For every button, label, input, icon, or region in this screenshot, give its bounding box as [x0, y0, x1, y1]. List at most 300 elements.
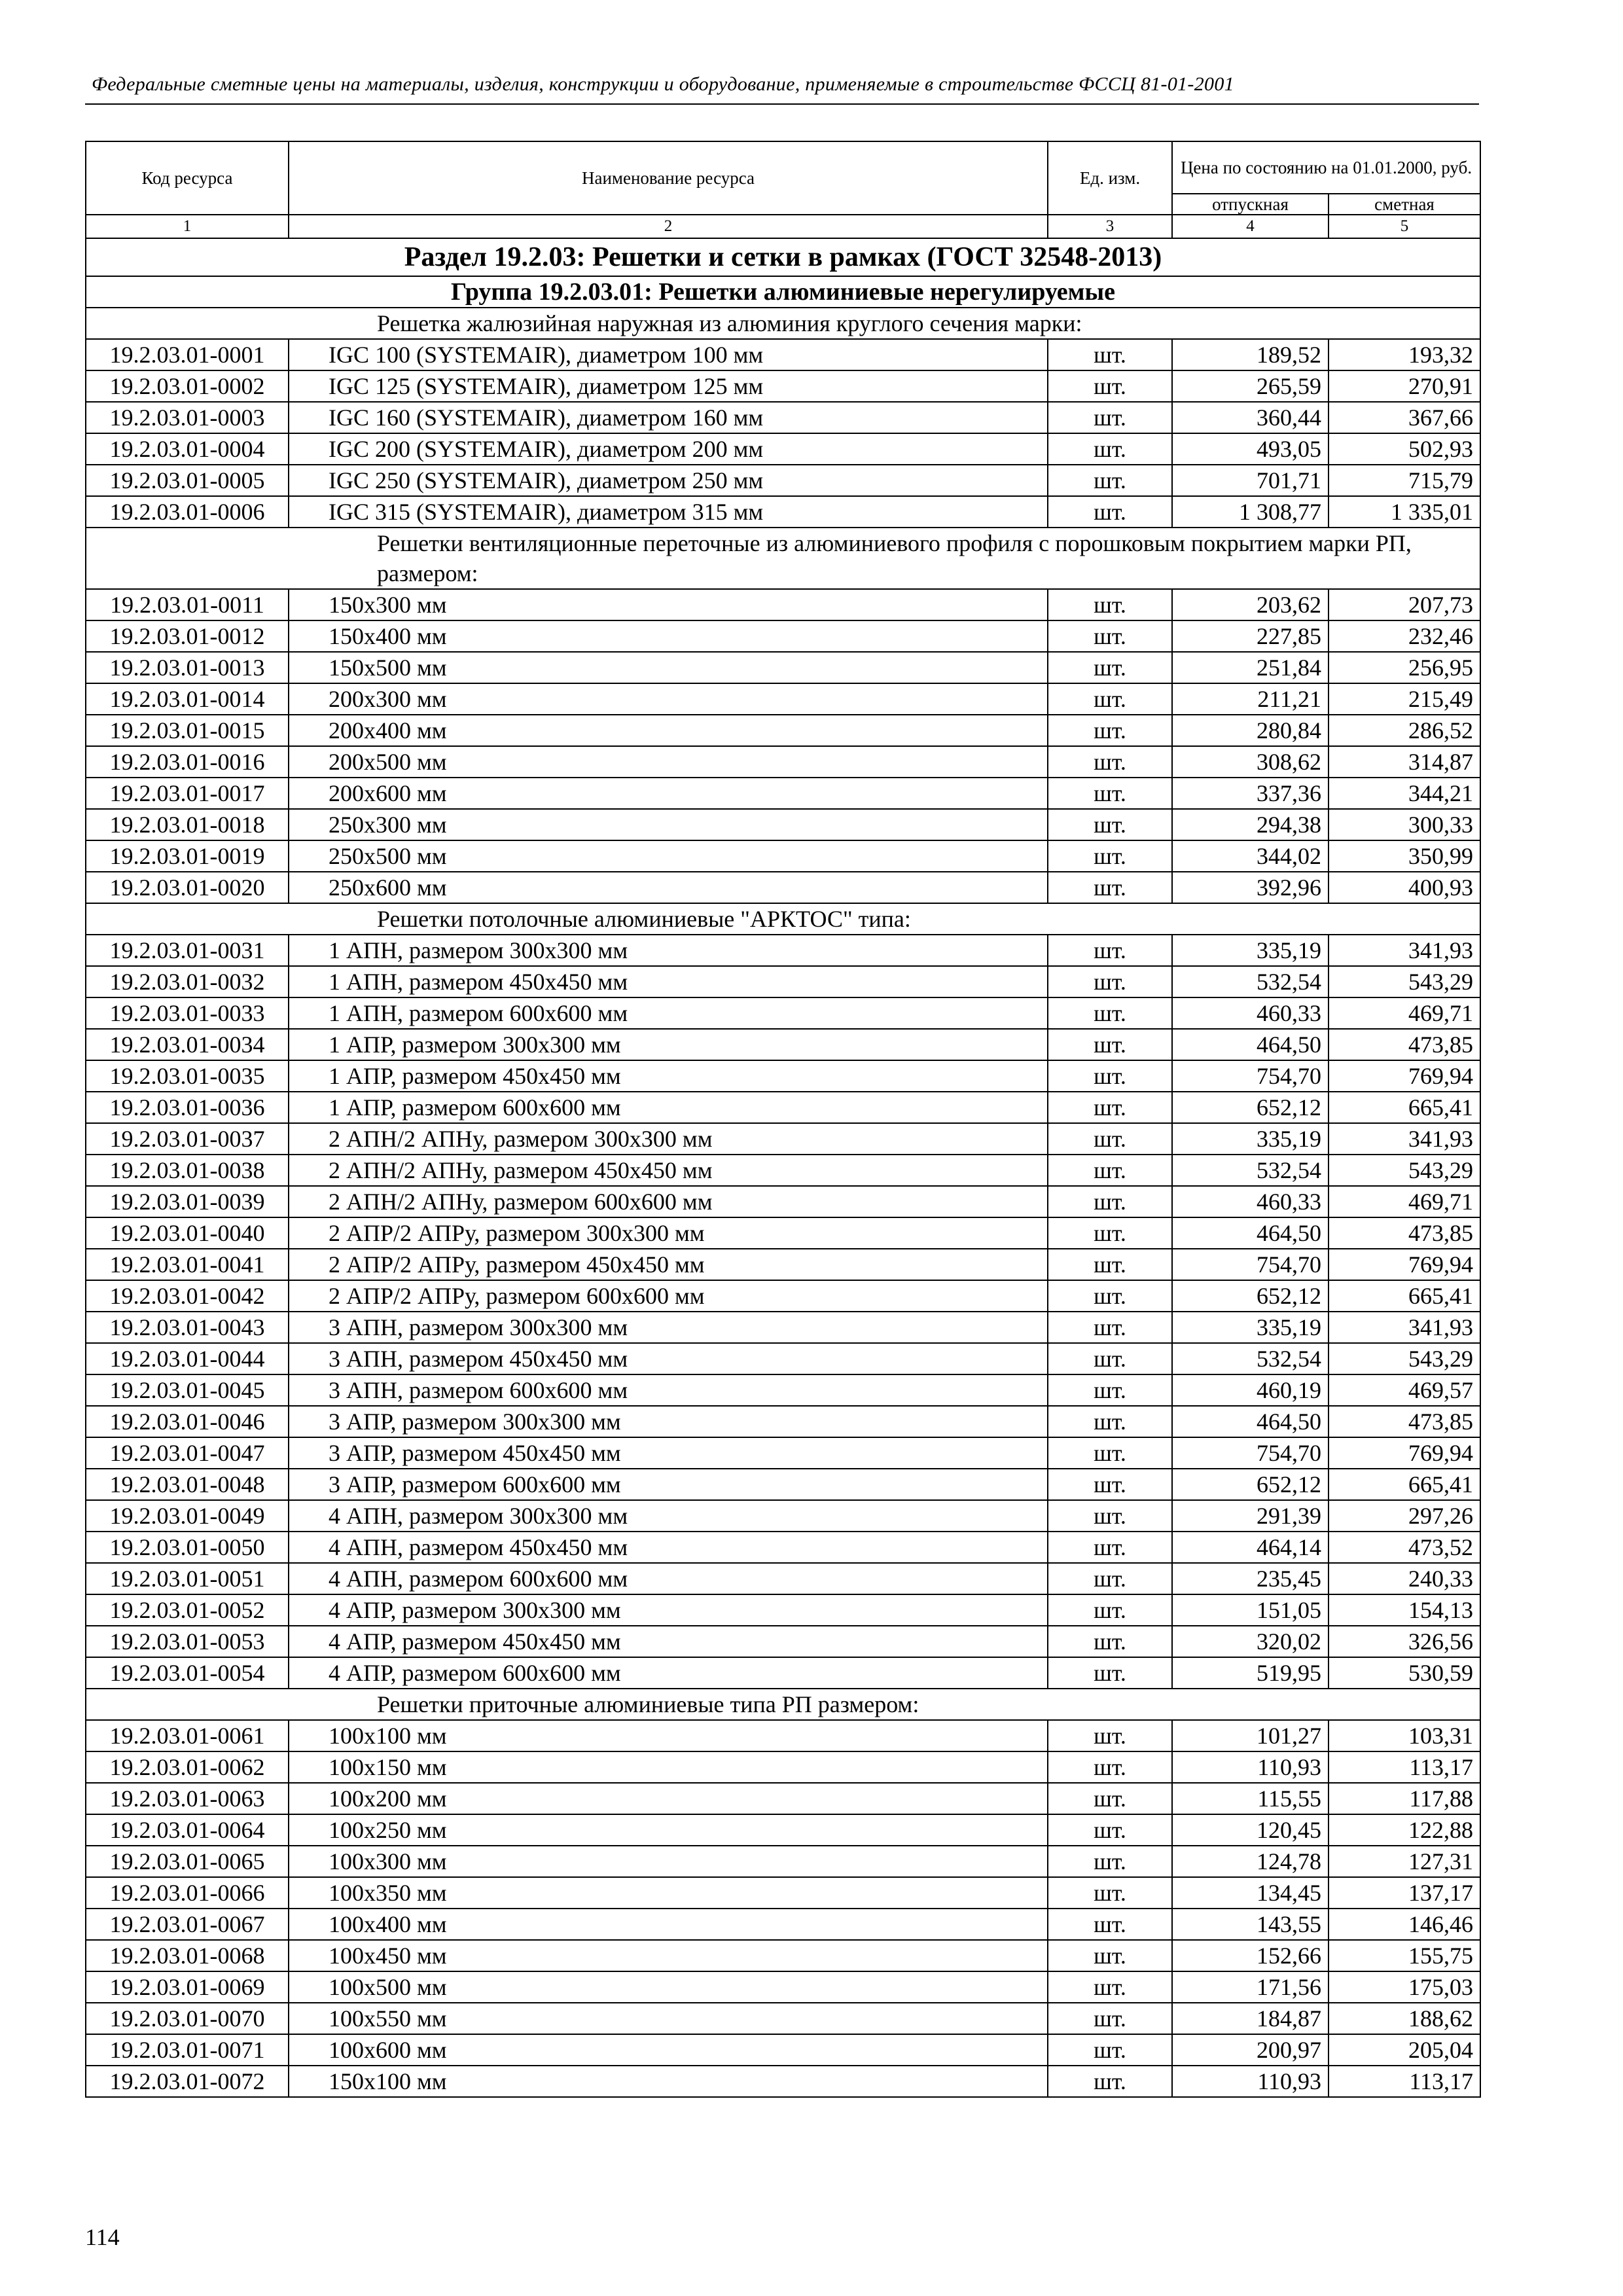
unit-cell: шт.	[1048, 1029, 1172, 1060]
estimate-price: 543,29	[1329, 1343, 1480, 1374]
group-title: Группа 19.2.03.01: Решетки алюминиевые нерегулируемые	[86, 276, 1480, 308]
resource-name: 2 АПН/2 АПНу, размером 300х300 мм	[289, 1123, 1048, 1155]
unit-cell: шт.	[1048, 840, 1172, 872]
unit-cell: шт.	[1048, 1312, 1172, 1343]
resource-name: 250х600 мм	[289, 872, 1048, 903]
resource-code: 19.2.03.01-0041	[86, 1249, 289, 1280]
table-row	[86, 997, 1480, 1029]
col-header-name: Наименование ресурса	[289, 141, 1048, 215]
unit-cell: шт.	[1048, 1343, 1172, 1374]
unit-cell: шт.	[1048, 465, 1172, 496]
release-price: 110,93	[1172, 1751, 1329, 1783]
resource-name: 200х500 мм	[289, 746, 1048, 778]
release-price: 1 308,77	[1172, 496, 1329, 528]
table-row	[86, 1532, 1480, 1563]
release-price: 754,70	[1172, 1437, 1329, 1469]
resource-name: IGC 315 (SYSTEMAIR), диаметром 315 мм	[289, 496, 1048, 528]
table-row	[86, 715, 1480, 746]
unit-cell: шт.	[1048, 1217, 1172, 1249]
release-price: 701,71	[1172, 465, 1329, 496]
resource-code: 19.2.03.01-0064	[86, 1814, 289, 1846]
page-number: 114	[85, 2224, 120, 2250]
estimate-price: 341,93	[1329, 1312, 1480, 1343]
unit-cell: шт.	[1048, 1280, 1172, 1312]
resource-name: IGC 250 (SYSTEMAIR), диаметром 250 мм	[289, 465, 1048, 496]
table-row	[86, 1217, 1480, 1249]
unit-cell: шт.	[1048, 1123, 1172, 1155]
col-header-price: Цена по состоянию на 01.01.2000, руб.	[1172, 141, 1480, 194]
estimate-price: 155,75	[1329, 1940, 1480, 1971]
table-row	[86, 1909, 1480, 1940]
estimate-price: 769,94	[1329, 1060, 1480, 1092]
resource-name: 100х450 мм	[289, 1940, 1048, 1971]
unit-cell: шт.	[1048, 1563, 1172, 1594]
resource-code: 19.2.03.01-0017	[86, 778, 289, 809]
table-row	[86, 1343, 1480, 1374]
release-price: 493,05	[1172, 433, 1329, 465]
resource-code: 19.2.03.01-0019	[86, 840, 289, 872]
resource-code: 19.2.03.01-0006	[86, 496, 289, 528]
subgroup-row	[86, 308, 1480, 339]
table-row	[86, 2066, 1480, 2097]
release-price: 460,19	[1172, 1374, 1329, 1406]
release-price: 519,95	[1172, 1657, 1329, 1689]
release-price: 251,84	[1172, 652, 1329, 683]
unit-cell: шт.	[1048, 1751, 1172, 1783]
table-row	[86, 1657, 1480, 1689]
subgroup-title: Решетки приточные алюминиевые типа РП размером:	[86, 1689, 1480, 1720]
resource-name: 4 АПР, размером 450х450 мм	[289, 1626, 1048, 1657]
estimate-price: 188,62	[1329, 2003, 1480, 2034]
column-number: 3	[1048, 215, 1172, 238]
table-row	[86, 370, 1480, 402]
table-row	[86, 1814, 1480, 1846]
table-row	[86, 935, 1480, 966]
resource-name: 100х100 мм	[289, 1720, 1048, 1751]
resource-name: 100х600 мм	[289, 2034, 1048, 2066]
estimate-price: 400,93	[1329, 872, 1480, 903]
resource-code: 19.2.03.01-0037	[86, 1123, 289, 1155]
resource-name: 200х400 мм	[289, 715, 1048, 746]
release-price: 134,45	[1172, 1877, 1329, 1909]
resource-code: 19.2.03.01-0011	[86, 589, 289, 620]
header-row	[86, 141, 1480, 194]
resource-name: 250х500 мм	[289, 840, 1048, 872]
resource-name: 2 АПР/2 АПРу, размером 300х300 мм	[289, 1217, 1048, 1249]
unit-cell: шт.	[1048, 1406, 1172, 1437]
release-price: 460,33	[1172, 997, 1329, 1029]
release-price: 532,54	[1172, 966, 1329, 997]
unit-cell: шт.	[1048, 872, 1172, 903]
resource-code: 19.2.03.01-0004	[86, 433, 289, 465]
resource-name: 200х600 мм	[289, 778, 1048, 809]
estimate-price: 469,71	[1329, 997, 1480, 1029]
unit-cell: шт.	[1048, 778, 1172, 809]
resource-code: 19.2.03.01-0067	[86, 1909, 289, 1940]
resource-code: 19.2.03.01-0036	[86, 1092, 289, 1123]
estimate-price: 113,17	[1329, 2066, 1480, 2097]
resource-name: 150х300 мм	[289, 589, 1048, 620]
resource-name: 3 АПН, размером 300х300 мм	[289, 1312, 1048, 1343]
resource-code: 19.2.03.01-0033	[86, 997, 289, 1029]
resource-name: 1 АПН, размером 600х600 мм	[289, 997, 1048, 1029]
resource-name: IGC 200 (SYSTEMAIR), диаметром 200 мм	[289, 433, 1048, 465]
table-row	[86, 1186, 1480, 1217]
table-row	[86, 1971, 1480, 2003]
resource-code: 19.2.03.01-0002	[86, 370, 289, 402]
column-number: 1	[86, 215, 289, 238]
estimate-price: 117,88	[1329, 1783, 1480, 1814]
unit-cell: шт.	[1048, 370, 1172, 402]
release-price: 115,55	[1172, 1783, 1329, 1814]
subgroup-title: Решетки вентиляционные переточные из алюминиевого профиля с порошковым покрытием марки РП, размером:	[86, 528, 1480, 589]
estimate-price: 113,17	[1329, 1751, 1480, 1783]
resource-name: IGC 160 (SYSTEMAIR), диаметром 160 мм	[289, 402, 1048, 433]
release-price: 151,05	[1172, 1594, 1329, 1626]
release-price: 464,50	[1172, 1217, 1329, 1249]
table-row	[86, 496, 1480, 528]
resource-name: 1 АПР, размером 450х450 мм	[289, 1060, 1048, 1092]
unit-cell: шт.	[1048, 1814, 1172, 1846]
table-row	[86, 339, 1480, 370]
resource-name: IGC 100 (SYSTEMAIR), диаметром 100 мм	[289, 339, 1048, 370]
release-price: 143,55	[1172, 1909, 1329, 1940]
unit-cell: шт.	[1048, 1940, 1172, 1971]
unit-cell: шт.	[1048, 1186, 1172, 1217]
resource-name: 1 АПР, размером 600х600 мм	[289, 1092, 1048, 1123]
resource-code: 19.2.03.01-0051	[86, 1563, 289, 1594]
unit-cell: шт.	[1048, 2003, 1172, 2034]
resource-name: 100х150 мм	[289, 1751, 1048, 1783]
unit-cell: шт.	[1048, 2066, 1172, 2097]
estimate-price: 314,87	[1329, 746, 1480, 778]
estimate-price: 473,52	[1329, 1532, 1480, 1563]
release-price: 335,19	[1172, 935, 1329, 966]
release-price: 360,44	[1172, 402, 1329, 433]
resource-name: 4 АПР, размером 600х600 мм	[289, 1657, 1048, 1689]
table-row	[86, 1751, 1480, 1783]
resource-code: 19.2.03.01-0012	[86, 620, 289, 652]
estimate-price: 344,21	[1329, 778, 1480, 809]
estimate-price: 469,71	[1329, 1186, 1480, 1217]
col-header-release: отпускная	[1172, 194, 1329, 215]
unit-cell: шт.	[1048, 1155, 1172, 1186]
table-row	[86, 433, 1480, 465]
resource-code: 19.2.03.01-0014	[86, 683, 289, 715]
resource-code: 19.2.03.01-0005	[86, 465, 289, 496]
release-price: 124,78	[1172, 1846, 1329, 1877]
resource-code: 19.2.03.01-0061	[86, 1720, 289, 1751]
table-row	[86, 1469, 1480, 1500]
column-number: 5	[1329, 215, 1480, 238]
release-price: 265,59	[1172, 370, 1329, 402]
resource-code: 19.2.03.01-0035	[86, 1060, 289, 1092]
resource-code: 19.2.03.01-0013	[86, 652, 289, 683]
resource-code: 19.2.03.01-0034	[86, 1029, 289, 1060]
table-row	[86, 1029, 1480, 1060]
resource-code: 19.2.03.01-0070	[86, 2003, 289, 2034]
unit-cell: шт.	[1048, 433, 1172, 465]
unit-cell: шт.	[1048, 935, 1172, 966]
subgroup-row	[86, 1689, 1480, 1720]
release-price: 211,21	[1172, 683, 1329, 715]
unit-cell: шт.	[1048, 652, 1172, 683]
subgroup-title: Решетки потолочные алюминиевые "АРКТОС" типа:	[86, 903, 1480, 935]
resource-name: 100х400 мм	[289, 1909, 1048, 1940]
resource-code: 19.2.03.01-0016	[86, 746, 289, 778]
table-row	[86, 465, 1480, 496]
release-price: 754,70	[1172, 1249, 1329, 1280]
resource-name: 1 АПН, размером 450х450 мм	[289, 966, 1048, 997]
table-row	[86, 840, 1480, 872]
resource-code: 19.2.03.01-0063	[86, 1783, 289, 1814]
estimate-price: 154,13	[1329, 1594, 1480, 1626]
release-price: 189,52	[1172, 339, 1329, 370]
resource-name: IGC 125 (SYSTEMAIR), диаметром 125 мм	[289, 370, 1048, 402]
estimate-price: 502,93	[1329, 433, 1480, 465]
resource-name: 4 АПН, размером 450х450 мм	[289, 1532, 1048, 1563]
release-price: 532,54	[1172, 1155, 1329, 1186]
resource-name: 2 АПР/2 АПРу, размером 600х600 мм	[289, 1280, 1048, 1312]
estimate-price: 122,88	[1329, 1814, 1480, 1846]
unit-cell: шт.	[1048, 715, 1172, 746]
estimate-price: 469,57	[1329, 1374, 1480, 1406]
resource-code: 19.2.03.01-0031	[86, 935, 289, 966]
resource-code: 19.2.03.01-0042	[86, 1280, 289, 1312]
resource-code: 19.2.03.01-0048	[86, 1469, 289, 1500]
resource-code: 19.2.03.01-0069	[86, 1971, 289, 2003]
release-price: 200,97	[1172, 2034, 1329, 2066]
estimate-price: 232,46	[1329, 620, 1480, 652]
resource-code: 19.2.03.01-0040	[86, 1217, 289, 1249]
unit-cell: шт.	[1048, 2034, 1172, 2066]
release-price: 171,56	[1172, 1971, 1329, 2003]
table-row	[86, 1123, 1480, 1155]
release-price: 280,84	[1172, 715, 1329, 746]
unit-cell: шт.	[1048, 1500, 1172, 1532]
table-row	[86, 1500, 1480, 1532]
unit-cell: шт.	[1048, 1469, 1172, 1500]
resource-code: 19.2.03.01-0001	[86, 339, 289, 370]
resource-name: 100х250 мм	[289, 1814, 1048, 1846]
estimate-price: 665,41	[1329, 1280, 1480, 1312]
resource-name: 3 АПН, размером 600х600 мм	[289, 1374, 1048, 1406]
table-row	[86, 1846, 1480, 1877]
subgroup-title: Решетка жалюзийная наружная из алюминия круглого сечения марки:	[86, 308, 1480, 339]
release-price: 291,39	[1172, 1500, 1329, 1532]
release-price: 464,50	[1172, 1406, 1329, 1437]
estimate-price: 367,66	[1329, 402, 1480, 433]
resource-name: 100х300 мм	[289, 1846, 1048, 1877]
unit-cell: шт.	[1048, 1846, 1172, 1877]
release-price: 235,45	[1172, 1563, 1329, 1594]
resource-code: 19.2.03.01-0049	[86, 1500, 289, 1532]
release-price: 532,54	[1172, 1343, 1329, 1374]
resource-code: 19.2.03.01-0020	[86, 872, 289, 903]
table-row	[86, 683, 1480, 715]
table-row	[86, 1092, 1480, 1123]
resource-name: 200х300 мм	[289, 683, 1048, 715]
unit-cell: шт.	[1048, 966, 1172, 997]
unit-cell: шт.	[1048, 997, 1172, 1029]
unit-cell: шт.	[1048, 1657, 1172, 1689]
table-row	[86, 589, 1480, 620]
resource-name: 250х300 мм	[289, 809, 1048, 840]
running-header: Федеральные сметные цены на материалы, изделия, конструкции и оборудование, применяемые в строительстве ФССЦ 81-01-2001	[92, 73, 1234, 95]
estimate-price: 103,31	[1329, 1720, 1480, 1751]
estimate-price: 715,79	[1329, 465, 1480, 496]
resource-name: 2 АПР/2 АПРу, размером 450х450 мм	[289, 1249, 1048, 1280]
estimate-price: 473,85	[1329, 1217, 1480, 1249]
col-header-code: Код ресурса	[86, 141, 289, 215]
release-price: 120,45	[1172, 1814, 1329, 1846]
unit-cell: шт.	[1048, 1249, 1172, 1280]
resource-name: 100х500 мм	[289, 1971, 1048, 2003]
unit-cell: шт.	[1048, 1720, 1172, 1751]
resource-code: 19.2.03.01-0032	[86, 966, 289, 997]
table-row	[86, 1312, 1480, 1343]
estimate-price: 205,04	[1329, 2034, 1480, 2066]
unit-cell: шт.	[1048, 620, 1172, 652]
resource-name: 150х100 мм	[289, 2066, 1048, 2097]
resource-code: 19.2.03.01-0052	[86, 1594, 289, 1626]
unit-cell: шт.	[1048, 1060, 1172, 1092]
resource-code: 19.2.03.01-0071	[86, 2034, 289, 2066]
release-price: 308,62	[1172, 746, 1329, 778]
column-number: 2	[289, 215, 1048, 238]
table-row	[86, 1594, 1480, 1626]
estimate-price: 326,56	[1329, 1626, 1480, 1657]
resource-name: 4 АПР, размером 300х300 мм	[289, 1594, 1048, 1626]
table-row	[86, 1280, 1480, 1312]
resource-code: 19.2.03.01-0066	[86, 1877, 289, 1909]
resource-name: 150х400 мм	[289, 620, 1048, 652]
resource-name: 3 АПР, размером 600х600 мм	[289, 1469, 1048, 1500]
estimate-price: 473,85	[1329, 1406, 1480, 1437]
release-price: 320,02	[1172, 1626, 1329, 1657]
estimate-price: 137,17	[1329, 1877, 1480, 1909]
group-row	[86, 276, 1480, 308]
table-row	[86, 1720, 1480, 1751]
resource-code: 19.2.03.01-0043	[86, 1312, 289, 1343]
estimate-price: 543,29	[1329, 1155, 1480, 1186]
estimate-price: 341,93	[1329, 1123, 1480, 1155]
estimate-price: 240,33	[1329, 1563, 1480, 1594]
release-price: 464,50	[1172, 1029, 1329, 1060]
unit-cell: шт.	[1048, 402, 1172, 433]
section-row	[86, 238, 1480, 276]
table-row	[86, 1877, 1480, 1909]
release-price: 652,12	[1172, 1092, 1329, 1123]
unit-cell: шт.	[1048, 1909, 1172, 1940]
table-row	[86, 1437, 1480, 1469]
resource-code: 19.2.03.01-0018	[86, 809, 289, 840]
price-table	[85, 141, 1481, 2098]
resource-code: 19.2.03.01-0054	[86, 1657, 289, 1689]
resource-name: 3 АПР, размером 450х450 мм	[289, 1437, 1048, 1469]
resource-name: 100х550 мм	[289, 2003, 1048, 2034]
release-price: 294,38	[1172, 809, 1329, 840]
release-price: 464,14	[1172, 1532, 1329, 1563]
unit-cell: шт.	[1048, 1437, 1172, 1469]
header-rule	[85, 103, 1479, 105]
resource-code: 19.2.03.01-0003	[86, 402, 289, 433]
unit-cell: шт.	[1048, 1374, 1172, 1406]
table-row	[86, 1374, 1480, 1406]
table-row	[86, 1783, 1480, 1814]
section-title: Раздел 19.2.03: Решетки и сетки в рамках (ГОСТ 32548-2013)	[86, 238, 1480, 276]
resource-name: 1 АПР, размером 300х300 мм	[289, 1029, 1048, 1060]
release-price: 152,66	[1172, 1940, 1329, 1971]
table-row	[86, 620, 1480, 652]
estimate-price: 473,85	[1329, 1029, 1480, 1060]
estimate-price: 127,31	[1329, 1846, 1480, 1877]
unit-cell: шт.	[1048, 496, 1172, 528]
release-price: 335,19	[1172, 1312, 1329, 1343]
table-row	[86, 402, 1480, 433]
release-price: 344,02	[1172, 840, 1329, 872]
table-row	[86, 966, 1480, 997]
table-row	[86, 2003, 1480, 2034]
estimate-price: 769,94	[1329, 1249, 1480, 1280]
resource-code: 19.2.03.01-0050	[86, 1532, 289, 1563]
resource-code: 19.2.03.01-0045	[86, 1374, 289, 1406]
release-price: 227,85	[1172, 620, 1329, 652]
release-price: 392,96	[1172, 872, 1329, 903]
unit-cell: шт.	[1048, 1971, 1172, 2003]
estimate-price: 215,49	[1329, 683, 1480, 715]
unit-cell: шт.	[1048, 1877, 1172, 1909]
table-row	[86, 1626, 1480, 1657]
release-price: 337,36	[1172, 778, 1329, 809]
resource-code: 19.2.03.01-0065	[86, 1846, 289, 1877]
resource-code: 19.2.03.01-0015	[86, 715, 289, 746]
release-price: 754,70	[1172, 1060, 1329, 1092]
table-row	[86, 1563, 1480, 1594]
unit-cell: шт.	[1048, 1532, 1172, 1563]
release-price: 460,33	[1172, 1186, 1329, 1217]
resource-name: 150х500 мм	[289, 652, 1048, 683]
resource-name: 100х350 мм	[289, 1877, 1048, 1909]
estimate-price: 530,59	[1329, 1657, 1480, 1689]
estimate-price: 193,32	[1329, 339, 1480, 370]
release-price: 652,12	[1172, 1280, 1329, 1312]
resource-name: 1 АПН, размером 300х300 мм	[289, 935, 1048, 966]
table-row	[86, 1406, 1480, 1437]
resource-code: 19.2.03.01-0039	[86, 1186, 289, 1217]
release-price: 652,12	[1172, 1469, 1329, 1500]
estimate-price: 341,93	[1329, 935, 1480, 966]
estimate-price: 297,26	[1329, 1500, 1480, 1532]
estimate-price: 175,03	[1329, 1971, 1480, 2003]
resource-name: 2 АПН/2 АПНу, размером 600х600 мм	[289, 1186, 1048, 1217]
resource-code: 19.2.03.01-0068	[86, 1940, 289, 1971]
release-price: 335,19	[1172, 1123, 1329, 1155]
unit-cell: шт.	[1048, 683, 1172, 715]
table-row	[86, 2034, 1480, 2066]
subgroup-row	[86, 903, 1480, 935]
table-row	[86, 778, 1480, 809]
estimate-price: 256,95	[1329, 652, 1480, 683]
table-row	[86, 1940, 1480, 1971]
subgroup-row	[86, 528, 1480, 589]
estimate-price: 1 335,01	[1329, 496, 1480, 528]
resource-name: 3 АПР, размером 300х300 мм	[289, 1406, 1048, 1437]
col-header-unit: Ед. изм.	[1048, 141, 1172, 215]
estimate-price: 543,29	[1329, 966, 1480, 997]
unit-cell: шт.	[1048, 1092, 1172, 1123]
unit-cell: шт.	[1048, 589, 1172, 620]
